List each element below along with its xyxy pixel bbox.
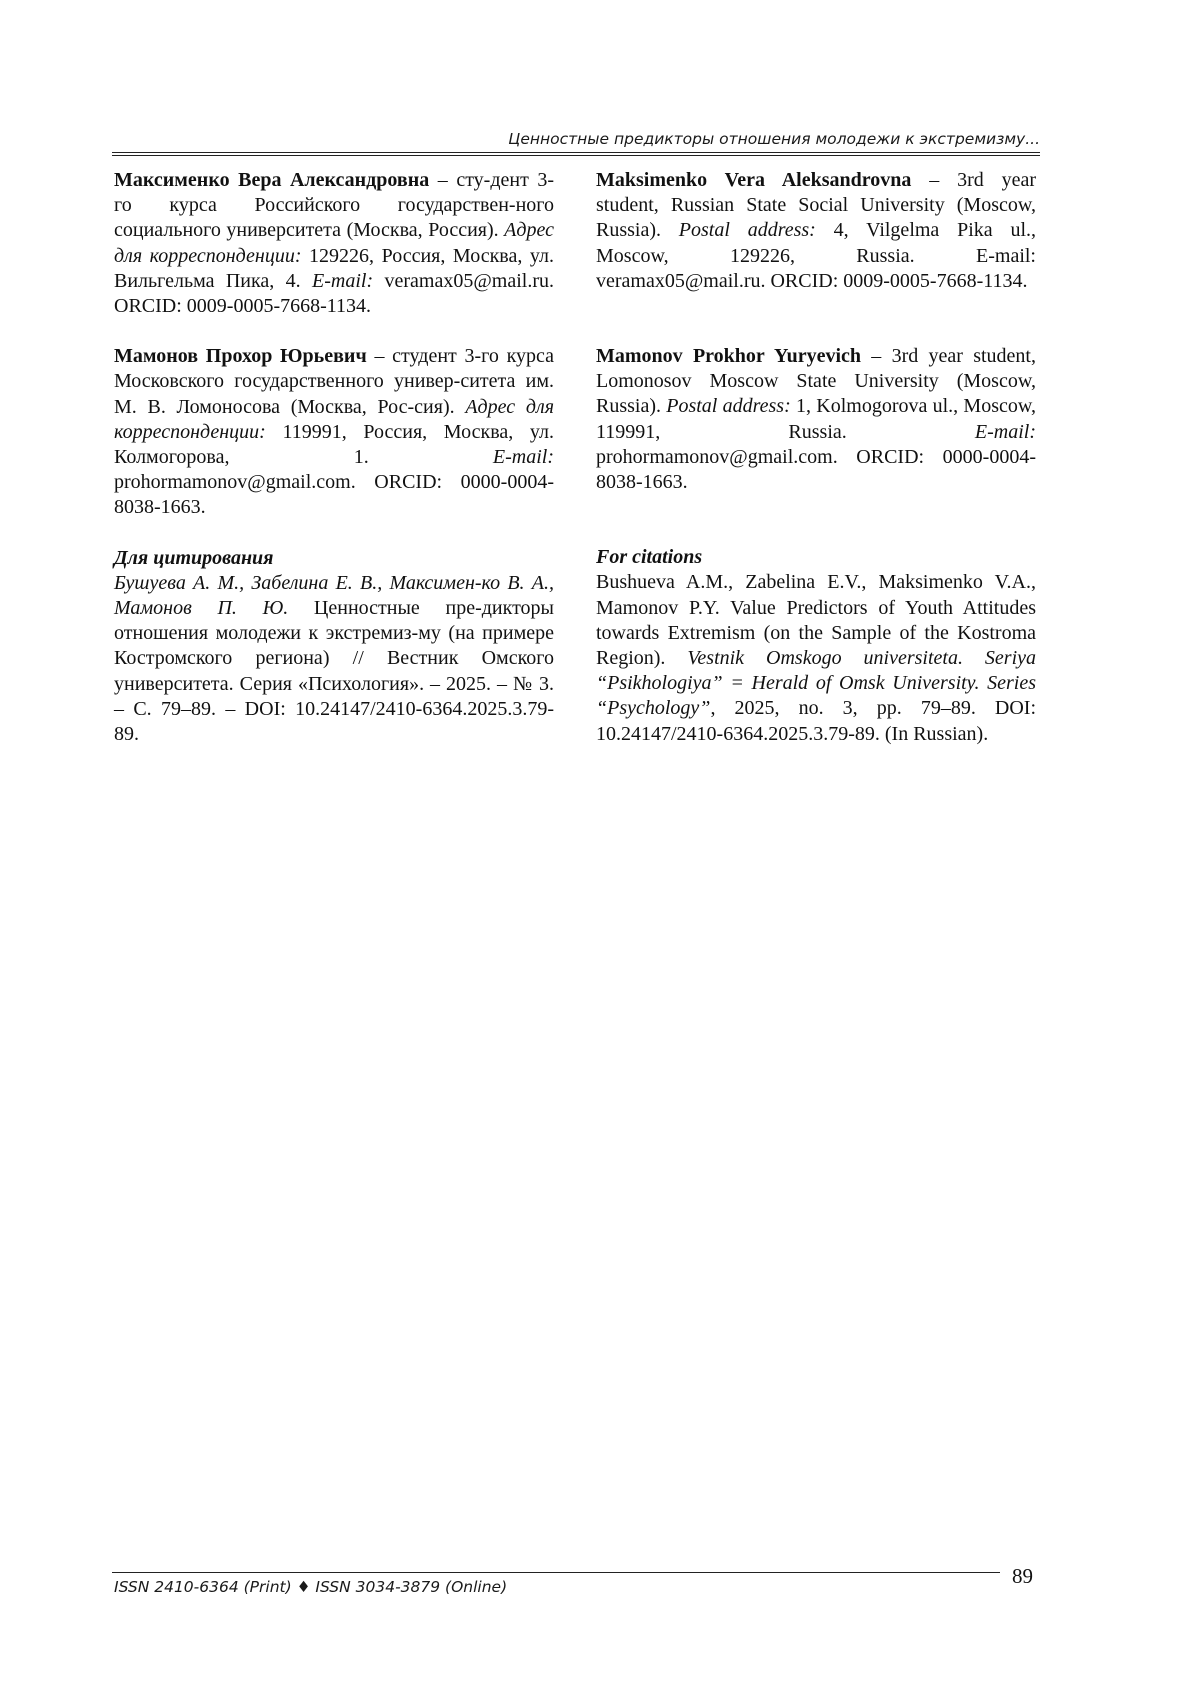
ru-citation bbox=[114, 546, 554, 748]
ru-author1-name: Максименко Вера Александровна bbox=[114, 169, 430, 191]
ru-author1-address-label: Адрес для корреспонденции: bbox=[114, 219, 554, 267]
ru-citation-text: Ценностные пре-дикторы отношения молодежи к экстремиз-му (на примере Костромского региона) // Вестник Омского университета. Серия «Психология». – 2025. – № 3. – С. 79–89. – DOI: 10.24147/2410-6364.2025.3.79-89. bbox=[114, 597, 554, 746]
ru-author1-email-label: E-mail: bbox=[312, 269, 374, 292]
en-citation-heading: For citations bbox=[596, 546, 703, 569]
ru-author2-address-label: Адрес для корреспонденции: bbox=[114, 395, 554, 443]
en-author2-text3: prohormamonov@gmail.com. ORCID: 0000-0004-8038-1663. bbox=[596, 445, 1036, 494]
ru-author1-text1: – сту-дент 3-го курса Российского государствен-ного социального университета (Москва, Россия). bbox=[114, 169, 555, 242]
ru-author2-name: Мамонов Прохор Юрьевич bbox=[114, 345, 367, 368]
en-author2-address-label: Postal address: bbox=[666, 395, 791, 418]
en-author1-name: Maksimenko Vera Aleksandrovna bbox=[596, 169, 912, 191]
ru-citation-authors: Бушуева А. М., Забелина Е. В., Максимен-ко В. А., Мамонов П. Ю. bbox=[114, 571, 554, 620]
footer-rule bbox=[112, 1572, 1000, 1573]
en-author2-name: Mamonov Prokhor Yuryevich bbox=[596, 345, 862, 368]
running-title: Ценностные предикторы отношения молодежи к экстремизму... bbox=[112, 130, 1040, 153]
ru-author1-text2: 129226, Россия, Москва, ул. Вильгельма Пика, 4. bbox=[114, 244, 554, 292]
en-author2-text1: – 3rd year student, Lomonosov Moscow State University (Moscow, Russia). bbox=[596, 345, 1036, 418]
en-author1-text2: 4, Vilgelma Pika ul., Moscow, 129226, Russia. E-mail: veramax05@mail.ru. ORCID: 0009-0005-7668-1134. bbox=[596, 219, 1037, 292]
page-number: 89 bbox=[1012, 1564, 1033, 1588]
ru-citation-heading: Для цитирования bbox=[114, 546, 274, 569]
en-citation-text2: , 2025, no. 3, pp. 79–89. DOI: 10.24147/2410-6364.2025.3.79-89. (In Russian). bbox=[596, 697, 1036, 745]
en-author1-text1: – 3rd year student, Russian State Social University (Moscow, Russia). bbox=[596, 169, 1037, 242]
ru-author1-text3: veramax05@mail.ru. ORCID: 0009-0005-7668-1134. bbox=[114, 269, 554, 318]
russian-column bbox=[114, 168, 554, 747]
ru-author2-text3: prohormamonov@gmail.com. ORCID: 0000-0004-8038-1663. bbox=[114, 471, 554, 519]
en-author-maksimenko bbox=[596, 168, 1036, 294]
english-column bbox=[596, 168, 1036, 747]
en-citation bbox=[596, 545, 1036, 747]
footer-issn: ISSN 2410-6364 (Print) ♦ ISSN 3034-3879 (Online) bbox=[114, 1578, 508, 1596]
ru-author2-text1: – студент 3-го курса Московского государственного универ-ситета им. М. В. Ломоносова (Москва, Рос-сия). bbox=[114, 345, 555, 418]
ru-author-mamonov bbox=[114, 344, 554, 520]
ru-author2-email-label: E-mail: bbox=[492, 446, 554, 469]
en-author1-address-label: Postal address: bbox=[678, 219, 816, 242]
en-author2-email-label: E-mail: bbox=[974, 420, 1036, 443]
ru-author2-text2: 119991, Россия, Москва, ул. Колмогорова, 1. bbox=[114, 420, 554, 469]
en-author2-text2: 1, Kolmogorova ul., Moscow, 119991, Russia. bbox=[596, 395, 1036, 443]
en-citation-text1: Bushueva A.M., Zabelina E.V., Maksimenko V.A., Mamonov P.Y. Value Predictors of Youth Attitudes towards Extremism (on the Sample of the Kostroma Region). bbox=[596, 571, 1036, 670]
en-citation-journal: Vestnik Omskogo universiteta. Seriya “Psikhologiya” = Herald of Omsk University. Series “Psychology” bbox=[596, 647, 1037, 720]
en-author-mamonov bbox=[596, 344, 1036, 495]
ru-author-maksimenko bbox=[114, 168, 554, 319]
